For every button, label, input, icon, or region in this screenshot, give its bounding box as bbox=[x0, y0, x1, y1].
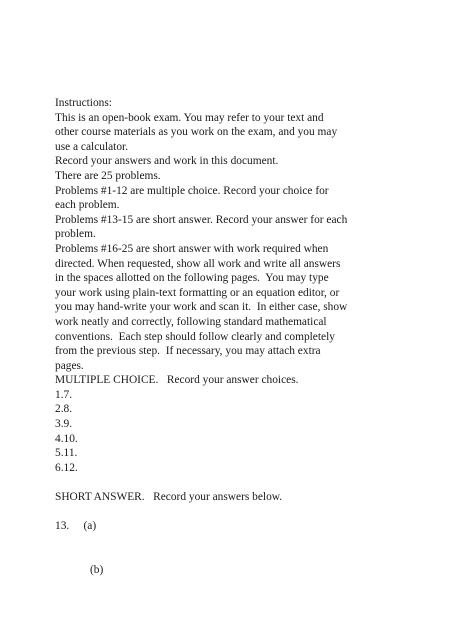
text-line: Problems #13-15 are short answer. Record your answer for each bbox=[55, 213, 348, 226]
text-line: your work using plain-text formatting or an equation editor, or bbox=[55, 286, 340, 299]
text-line: conventions. Each step should follow clearly and completely bbox=[55, 330, 335, 343]
spacer bbox=[55, 534, 405, 563]
answer-slot-5-11[interactable]: 5.11. bbox=[55, 447, 78, 460]
text-line: in the spaces allotted on the following pages. You may type bbox=[55, 272, 329, 285]
short-answer-heading: SHORT ANSWER. Record your answers below. bbox=[55, 491, 283, 504]
text-line: Problems #1-12 are multiple choice. Record your choice for bbox=[55, 184, 329, 197]
document-body bbox=[55, 96, 405, 578]
text-line: use a calculator. bbox=[55, 140, 129, 153]
spacer bbox=[55, 475, 405, 490]
text-line: from the previous step. If necessary, you may attach extra bbox=[55, 345, 321, 358]
answer-slot-13b[interactable]: (b) bbox=[90, 564, 104, 576]
text-line: There are 25 problems. bbox=[55, 169, 161, 182]
instructions-heading: Instructions: bbox=[55, 97, 112, 109]
text-line: problem. bbox=[55, 228, 96, 241]
answer-slot-2-8[interactable]: 2.8. bbox=[55, 403, 73, 416]
text-line: work neatly and correctly, following standard mathematical bbox=[55, 315, 327, 328]
answer-slot-6-12[interactable]: 6.12. bbox=[55, 461, 78, 474]
text-line: you may hand-write your work and scan it. In either case, show bbox=[55, 301, 348, 314]
answer-slot-1-7[interactable]: 1.7. bbox=[55, 388, 73, 401]
text-line: directed. When requested, show all work and write all answers bbox=[55, 257, 341, 270]
text-line: each problem. bbox=[55, 199, 120, 212]
text-line: Problems #16-25 are short answer with work required when bbox=[55, 242, 329, 255]
text-line: pages. bbox=[55, 359, 84, 372]
answer-slot-13a[interactable]: 13. (a) bbox=[55, 520, 97, 533]
answer-slot-4-10[interactable]: 4.10. bbox=[55, 432, 78, 445]
text-line: Record your answers and work in this document. bbox=[55, 155, 279, 168]
multiple-choice-heading: MULTIPLE CHOICE. Record your answer choices. bbox=[55, 374, 299, 387]
answer-slot-3-9[interactable]: 3.9. bbox=[55, 418, 73, 431]
spacer bbox=[55, 505, 405, 520]
text-line: other course materials as you work on the exam, and you may bbox=[55, 126, 338, 139]
text-line: This is an open-book exam. You may refer to your text and bbox=[55, 111, 324, 124]
